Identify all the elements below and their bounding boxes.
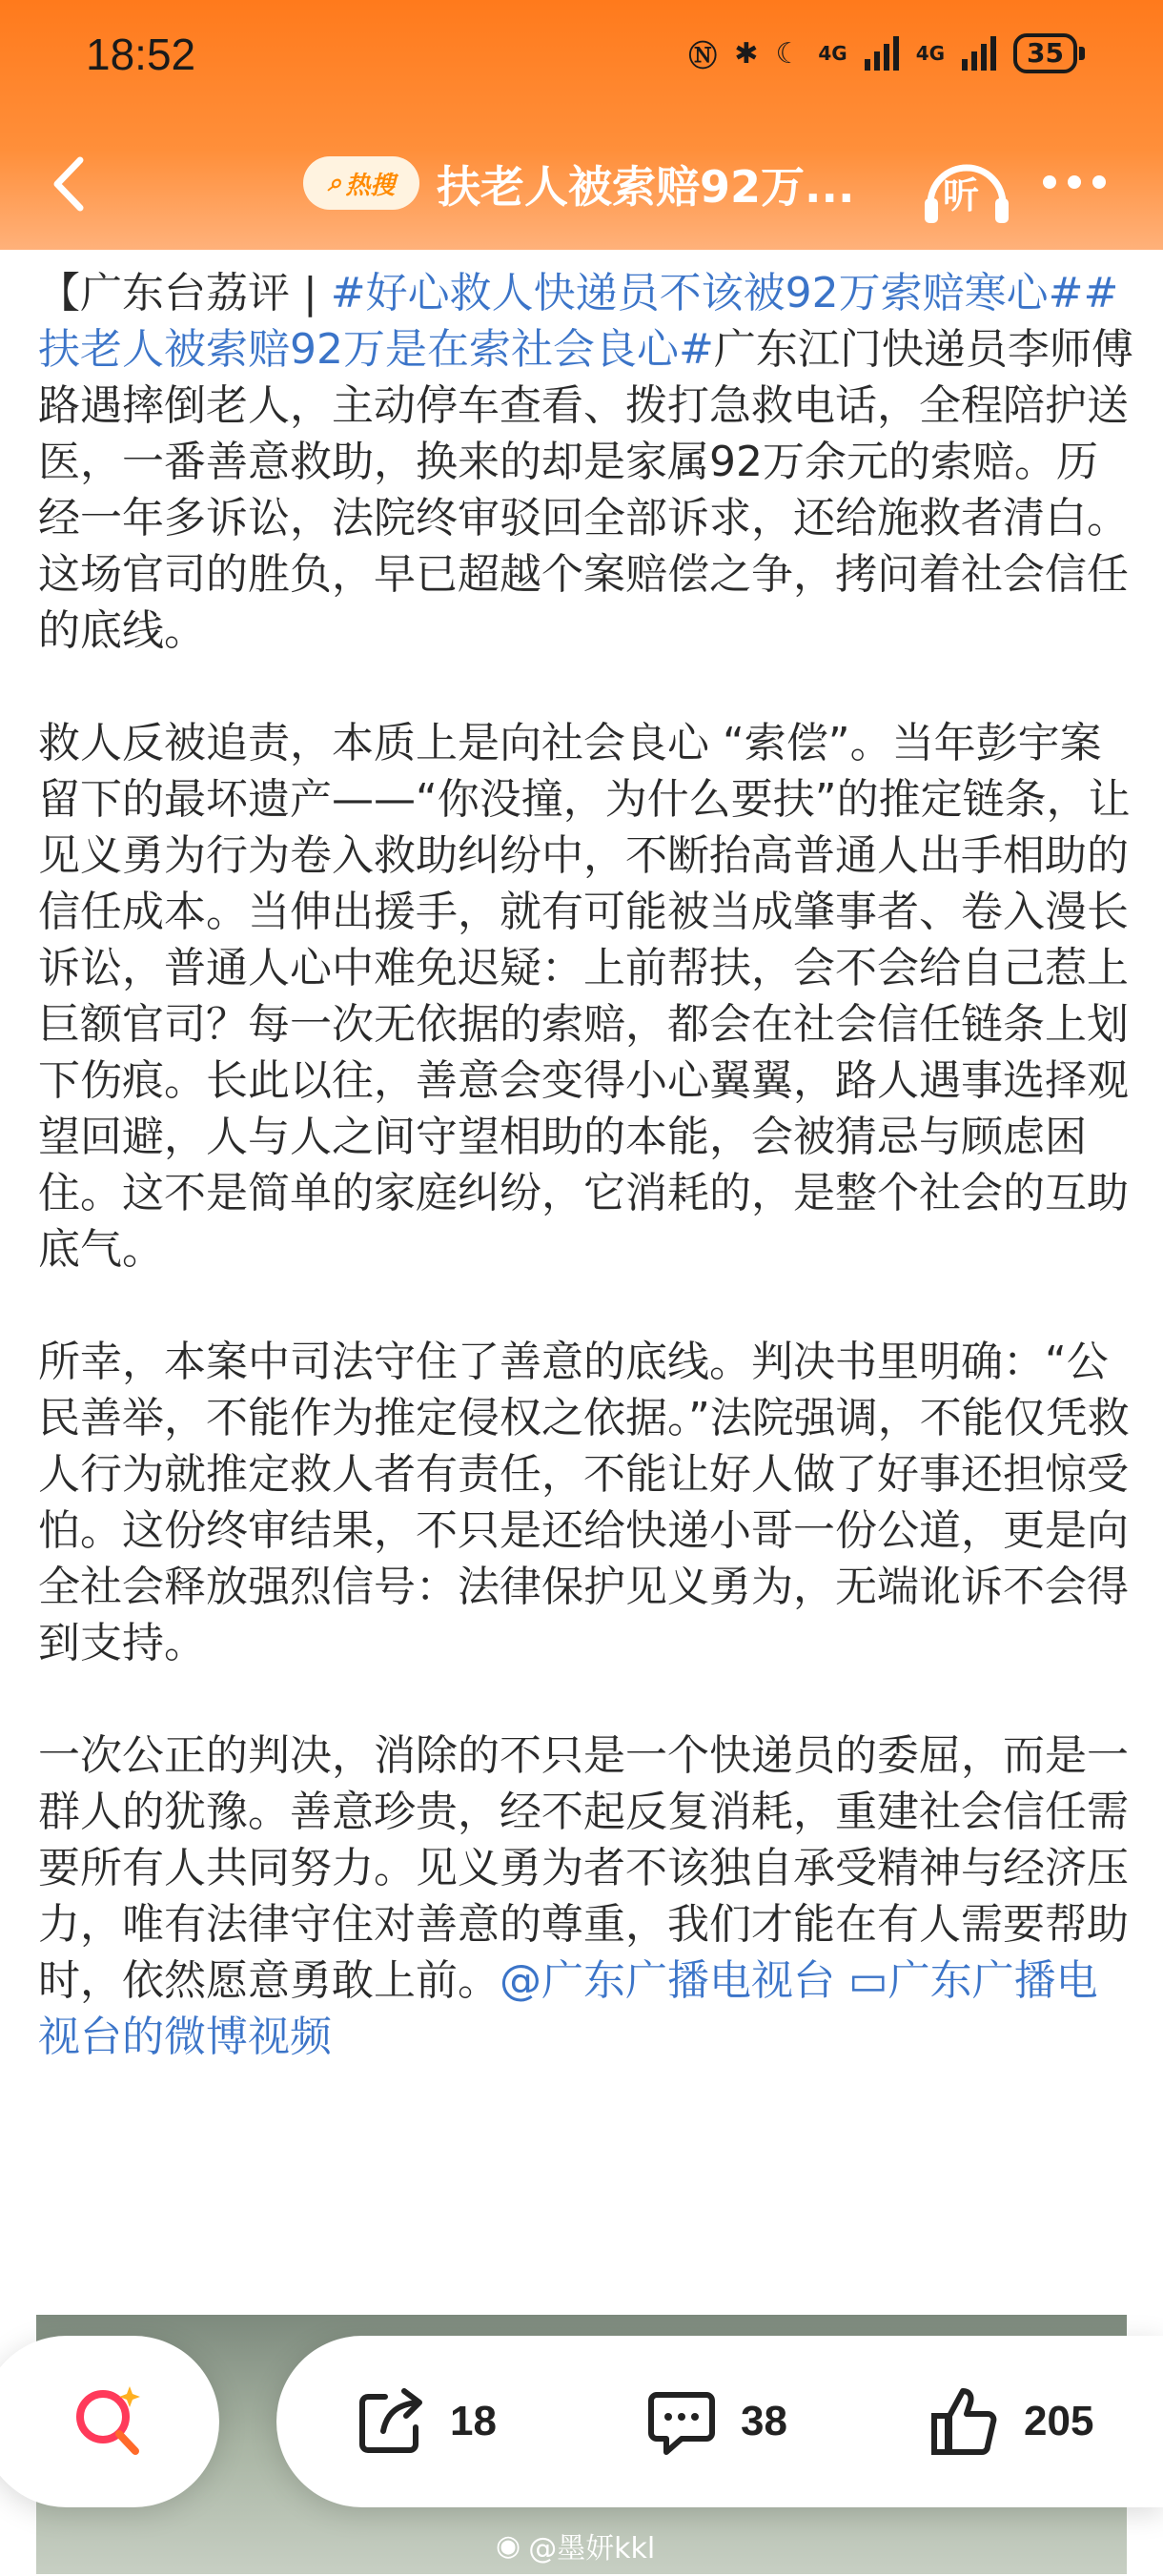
like-button[interactable]	[927, 2336, 1093, 2507]
paragraph-text: 广东江门快递员李师傅路遇摔倒老人，主动停车查看、拨打急救电话，全程陪护送医，一番善意救助，换来的却是家属92万余元的索赔。历经一年多诉讼，法院终审驳回全部诉求，还给施救者清白。这场官司的胜负，早已超越个案赔偿之争，拷问着社会信任的底线。	[38, 325, 1133, 655]
watermark-label: @墨妍kkl	[528, 2532, 656, 2566]
video-icon: ▭	[848, 1956, 888, 2005]
comment-count: 38	[741, 2398, 787, 2444]
paragraph-text: 一次公正的判决，消除的不只是一个快递员的委屈，而是一群人的犹豫。善意珍贵，经不起反复消耗，重建社会信任需要所有人共同努力。见义勇为者不该独自承受精神与经济压力，唯有法律守住对善意的尊重，我们才能在有人需要帮助时，依然愿意勇敢上前。	[38, 1731, 1129, 2005]
search-button[interactable]	[0, 2336, 219, 2507]
search-mini-icon: ⌕	[327, 168, 342, 197]
thumbs-up-icon	[927, 2383, 1003, 2460]
bluetooth-icon: ✱	[734, 36, 759, 71]
hashtag-link[interactable]: #好心救人快递员不该被92万索赔寒心#	[330, 269, 1084, 317]
nfc-icon: Ⓝ	[688, 40, 718, 73]
search-sparkle-icon	[67, 2379, 153, 2464]
comment-icon	[643, 2383, 720, 2460]
battery-icon: 35	[1013, 33, 1077, 73]
bottom-action-bar	[0, 2326, 1163, 2517]
paragraph-4	[38, 1728, 1134, 2065]
like-count: 205	[1024, 2398, 1094, 2444]
share-count: 18	[450, 2398, 497, 2444]
comment-button[interactable]	[643, 2336, 787, 2507]
more-dots-icon[interactable]	[1043, 175, 1106, 189]
listen-label: 听	[943, 174, 980, 216]
chevron-left-icon[interactable]	[38, 151, 105, 217]
network-label: 4G	[818, 42, 847, 65]
video-link-label: 广东广播电视台的微博视频	[38, 1956, 1098, 2061]
hashtag-link[interactable]: #扶老人被索赔92万是在索社会良心#	[38, 269, 1119, 374]
page-title: 扶老人被索赔92万...	[437, 161, 855, 213]
listen-button[interactable]	[919, 145, 1014, 231]
action-pill	[276, 2336, 1163, 2507]
paragraph-3: 所幸，本案中司法守住了善意的底线。判决书里明确：“公民善举，不能作为推定侵权之依据。”法院强调，不能仅凭救人行为就推定救人者有责任，不能让好人做了好事还担惊受怕。这份终审结果，不只是还给快递小哥一份公道，更是向全社会释放强烈信号：法律保护见义勇为，无端讹诉不会得到支持。	[38, 1338, 1130, 1667]
signal-icon-2	[962, 36, 996, 71]
status-time: 18:52	[86, 30, 196, 79]
mention-link[interactable]: @广东广播电视台	[500, 1956, 835, 2005]
hot-search-label: 热搜	[345, 171, 396, 200]
nav-bar	[0, 124, 1163, 238]
paragraph-1	[38, 265, 1134, 659]
post-prefix: 【广东台荔评 |	[38, 269, 331, 317]
status-bar	[0, 0, 1163, 114]
network-label-2: 4G	[915, 42, 946, 65]
hot-search-badge[interactable]	[303, 156, 419, 210]
status-icons	[688, 32, 1077, 74]
weibo-icon: ◉	[496, 2528, 521, 2563]
signal-icon	[865, 36, 899, 71]
moon-icon: ☾	[775, 36, 802, 71]
share-button[interactable]	[353, 2336, 497, 2507]
paragraph-2: 救人反被追责，本质上是向社会良心 “索偿”。当年彭宇案留下的最坏遗产——“你没撞，为什么要扶”的推定链条，让见义勇为行为卷入救助纠纷中，不断抬高普通人出手相助的信任成本。当伸出援手，就有可能被当成肇事者、卷入漫长诉讼，普通人心中难免迟疑：上前帮扶，会不会给自己惹上巨额官司？每一次无依据的索赔，都会在社会信任链条上划下伤痕。长此以往，善意会变得小心翼翼，路人遇事选择观望回避，人与人之间守望相助的本能，会被猜忌与顾虑困住。这不是简单的家庭纠纷，它消耗的，是整个社会的互助底气。	[38, 719, 1131, 1274]
share-icon	[353, 2383, 429, 2460]
post-content	[38, 265, 1134, 2121]
watermark	[496, 2525, 655, 2566]
